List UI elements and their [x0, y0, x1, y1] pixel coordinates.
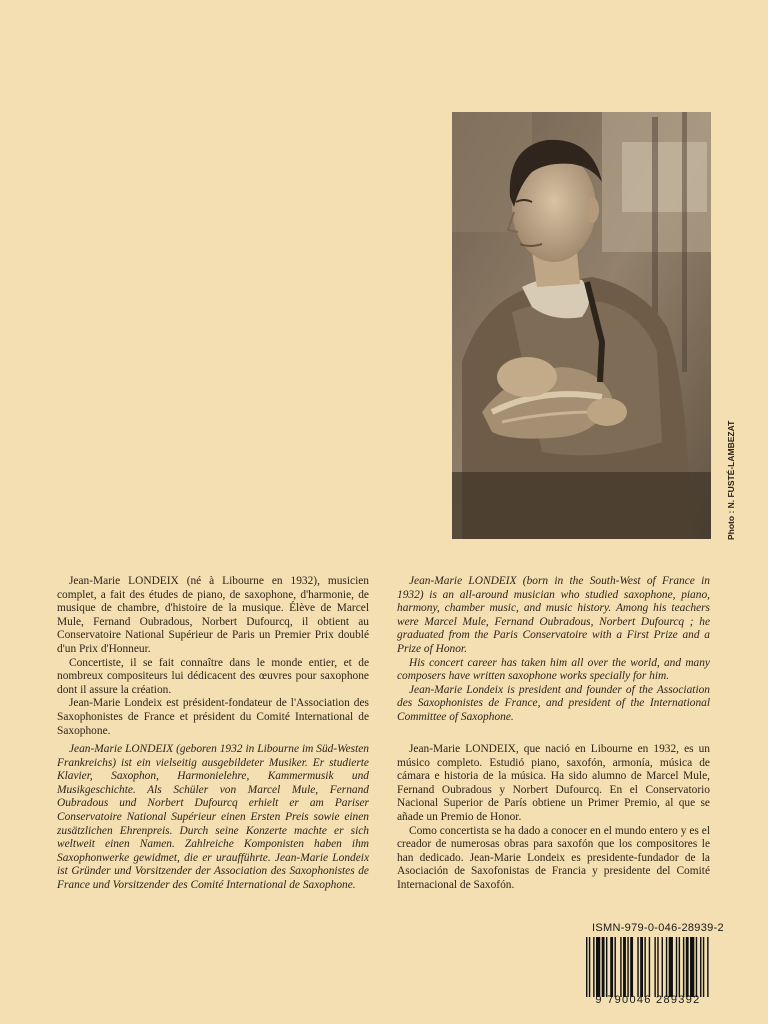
barcode-bar	[606, 937, 607, 997]
german-bio	[57, 743, 369, 893]
spanish-paragraph: Como concertista se ha dado a conocer en el mundo entero y es el creador de numerosas obras para saxofón que los compositores le han dedicado. Jean-Marie Londeix es presidente-fundador de la Asociación de Saxofonistas de Francia y presidente del Comité Internacional de Saxofón.	[397, 824, 710, 891]
french-paragraph: Jean-Marie Londeix est président-fondateur de l'Association des Saxophonistes de France et président du Comité International de Saxophone.	[57, 697, 369, 737]
barcode-bar	[596, 937, 600, 997]
barcode-bar	[669, 937, 673, 997]
barcode-bar	[686, 937, 689, 997]
english-paragraph: His concert career has taken him all over the world, and many composers have written saxophone works specially for him.	[397, 656, 710, 683]
barcode-bar	[700, 937, 701, 997]
english-bio	[397, 575, 710, 725]
barcode-bar	[654, 937, 655, 997]
portrait-photo	[452, 112, 711, 539]
english-paragraph: Jean-Marie Londeix is president and founder of the Association des Saxophonistes de France, and president of the International Committee of Saxophone.	[397, 683, 710, 723]
barcode-bar	[666, 937, 667, 997]
french-paragraph: Jean-Marie LONDEIX (né à Libourne en 1932), musicien complet, a fait des études de piano, de saxophone, d'harmonie, de musique de chambre, d'histoire de la musique. Élève de Marcel Mule, Fernand Oubradous, Norbert Dufourcq, il obtient au Conservatoire National Supérieur de Paris un Premier Prix doublé d'un Prix d'Honneur.	[57, 575, 369, 655]
photo-credit	[712, 400, 742, 550]
barcode-bar	[602, 937, 605, 997]
barcode-bar	[630, 937, 633, 997]
barcode-bar	[620, 937, 621, 997]
barcode-bar	[593, 937, 594, 997]
barcode-bar	[657, 937, 658, 997]
spanish-bio	[397, 743, 710, 893]
english-paragraph: Jean-Marie LONDEIX (born in the South-West of France in 1932) is an all-around musician who studied saxophone, piano, harmony, chamber music, and music history. Among his teachers were Marcel Mule, Fernand Oubradous, Norbert Dufourcq ; he graduated from the Paris Conservatoire with a First Prize and a Prize of Honor.	[397, 575, 710, 655]
barcode-bar	[662, 937, 663, 997]
barcode-bar	[703, 937, 704, 997]
barcode-bar	[637, 937, 638, 997]
barcode-bar	[623, 937, 626, 997]
ismn-code: ISMN-979-0-046-28939-2	[592, 922, 724, 934]
french-bio	[57, 575, 369, 738]
photo-credit-text: Photo : N. FUSTÉ-LAMBEZAT	[726, 420, 736, 540]
barcode-bar	[589, 937, 590, 997]
barcode-bar	[586, 937, 587, 997]
barcode-bar	[690, 937, 694, 997]
barcode-bar	[683, 937, 684, 997]
german-paragraph: Jean-Marie LONDEIX (geboren 1932 in Libourne im Süd-Westen Frankreichs) ist ein vielseitig ausgebildeter Musiker. Er studierte Klavier, Saxophon, Harmonielehre, Kammermusik und Musikgeschichte. Als Schüler von Marcel Mule, Fernand Oubradous und Norbert Dufourcq erhielt er am Pariser Conservatoire National Supérieur einen Ersten Preis sowie einen zusätzlichen Ehrenpreis. Durch seine Konzerte machte er sich weltweit einen Namen. Zahlreiche Komponisten haben ihm Saxophonwerke gewidmet, die er uraufführte. Jean-Marie Londeix ist Gründer und Vorsitzender der Association des Saxophonistes de France und Vorsitzender des Comité International de Saxophone.	[57, 743, 369, 891]
barcode-bar	[676, 937, 677, 997]
barcode-bar	[627, 937, 628, 997]
french-paragraph: Concertiste, il se fait connaître dans le monde entier, et de nombreux compositeurs lui dédicacent des œuvres pour saxophone dont il assure la création.	[57, 656, 369, 696]
barcode-bar	[679, 937, 680, 997]
barcode-bar	[707, 937, 708, 997]
portrait-photo-image	[452, 112, 711, 539]
barcode-bar	[610, 937, 613, 997]
barcode-image	[586, 937, 710, 997]
barcode-bar	[640, 937, 643, 997]
barcode-bar	[649, 937, 650, 997]
barcode-bar	[696, 937, 697, 997]
barcode-number: 9 790046 289392	[595, 994, 701, 1006]
barcode-bar	[615, 937, 616, 997]
barcode-bar	[644, 937, 645, 997]
spanish-paragraph: Jean-Marie LONDEIX, que nació en Libourne en 1932, es un músico completo. Estudió piano, saxofón, armonía, música de cámara e historia de la música. Ha sido alumno de Marcel Mule, Fernand Oubradous y Norbert Dufourcq. En el Conservatorio Nacional Superior de París obtiene un Primer Premio, al que se añade un Premio de Honor.	[397, 743, 710, 823]
